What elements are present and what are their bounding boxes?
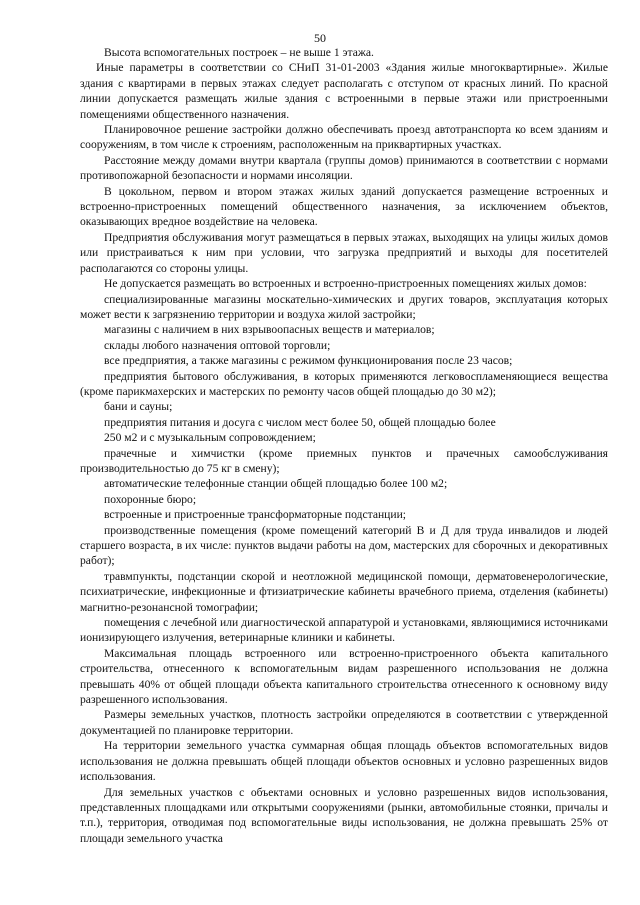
list-item: автоматические телефонные станции общей площадью более 100 м2; <box>104 477 448 491</box>
paragraph-7: Не допускается размещать во встроенных и встроенно-пристроенных помещениях жилых домов: <box>104 277 587 291</box>
document-body <box>80 45 608 846</box>
list-item: склады любого назначения оптовой торговли; <box>104 338 331 352</box>
paragraph-5: В цокольном, первом и втором этажах жилых зданий допускается размещение встроенных и встроенно-пристроенных помещений общественного назначения, за исключением объектов, оказывающих вредное воздействие на человека. <box>80 184 608 229</box>
paragraph-3: Планировочное решение застройки должно обеспечивать проезд автотранспорта ко всем зданиям и сооружениям, в том числе к строениям, расположенным на приквартирных участках. <box>80 123 608 152</box>
paragraph-10: На территории земельного участка суммарная общая площадь объектов вспомогательных видов использования не должна превышать общей площади объектов основных и условно разрешенных видов использования. <box>80 739 608 784</box>
list-item: производственные помещения (кроме помещений категорий В и Д для труда инвалидов и людей старшего возраста, в их числе: пунктов выдачи работы на дом, мастерских для сборочных и декоративных работ); <box>80 523 608 568</box>
list-item: предприятия бытового обслуживания, в которых применяются легковоспламеняющиеся вещества (кроме парикмахерских и мастерских по ремонту часов общей площадью до 30 м2); <box>80 369 608 398</box>
paragraph-2: Иные параметры в соответствии со СНиП 31-01-2003 «Здания жилые многоквартирные». Жилые здания с квартирами в первых этажах следует располагать с отступом от красных линий. По красной линии допускается размещать жилые здания с встроенными в первые этажи или пристроенными помещениями общественного назначения. <box>80 61 608 121</box>
list-item: бани и сауны; <box>104 400 173 414</box>
list-item: похоронные бюро; <box>104 492 197 506</box>
list-item: помещения с лечебной или диагностической аппаратурой и установками, являющимися источниками ионизирующего излучения, ветеринарные клиники и кабинеты. <box>80 616 608 645</box>
paragraph-1: Высота вспомогательных построек – не выше 1 этажа. <box>104 46 374 59</box>
list-item: специализированные магазины москательно-химических и других товаров, эксплуатация которых может вести к загрязнению территории и воздуха жилой застройки; <box>80 292 608 321</box>
list-item: травмпункты, подстанции скорой и неотложной медицинской помощи, дерматовенерологические, психиатрические, инфекционные и фтизиатрические кабинеты врачебного приема, отделения (кабинеты) магнитно-резонансной томографии; <box>80 569 608 614</box>
list-item: предприятия питания и досуга с числом мест более 50, общей площадью более <box>104 415 496 429</box>
paragraph-6: Предприятия обслуживания могут размещаться в первых этажах, выходящих на улицы жилых домов или пристраиваться к ним при условии, что загрузка предприятий и выходы для посетителей располагаются со стороны улицы. <box>80 230 608 275</box>
paragraph-9: Размеры земельных участков, плотность застройки определяются в соответствии с утвержденной документацией по планировке территории. <box>80 708 608 737</box>
paragraph-11: Для земельных участков с объектами основных и условно разрешенных видов использования, представленных площадками или открытыми сооружениями (рынки, автомобильные стоянки, причалы и т.п.), территория, отводимая под вспомогательные виды использования, не должна превышать 25% от площади земельного участка <box>80 785 608 845</box>
list-item: все предприятия, а также магазины с режимом функционирования после 23 часов; <box>104 354 513 368</box>
list-item: прачечные и химчистки (кроме приемных пунктов и прачечных самообслуживания производительностью до 75 кг в смену); <box>80 446 608 475</box>
paragraph-8: Максимальная площадь встроенного или встроенно-пристроенного объекта капитального строительства, отнесенного к вспомогательным видам разрешенного использования не должна превышать 40% от общей площади объекта капитального строительства отнесенного к основному виду разрешенного использования. <box>80 646 608 707</box>
list-item: встроенные и пристроенные трансформаторные подстанции; <box>104 508 406 522</box>
paragraph-4: Расстояние между домами внутри квартала (группы домов) принимаются в соответствии с нормами противопожарной безопасности и нормами инсоляции. <box>80 153 608 183</box>
page-number: 50 <box>314 31 326 45</box>
list-item: магазины с наличием в них взрывоопасных веществ и материалов; <box>104 323 435 337</box>
list-item: 250 м2 и с музыкальным сопровождением; <box>104 431 316 445</box>
